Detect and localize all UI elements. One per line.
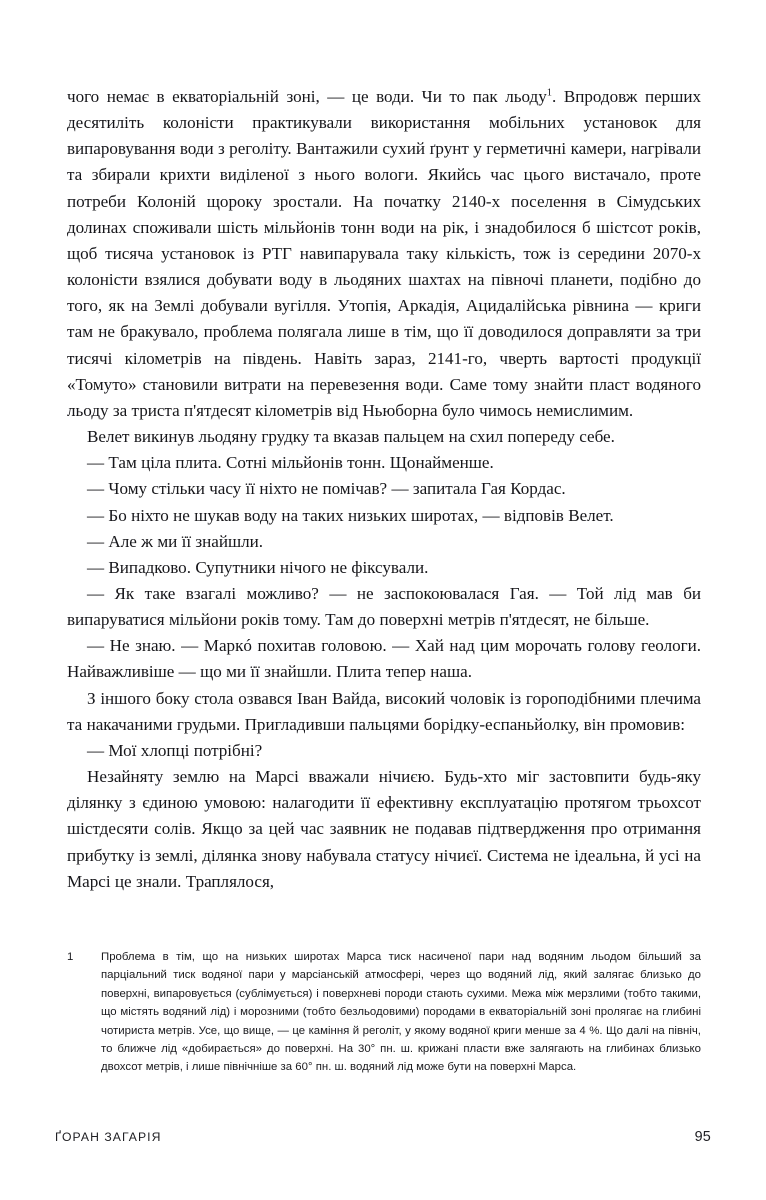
running-author: ҐОРАН ЗАГАРІЯ	[55, 1130, 162, 1144]
running-footer	[55, 1129, 711, 1145]
paragraph-5-dialogue: — Бо ніхто не шукав воду на таких низьких широтах, — відповів Велет.	[87, 505, 614, 525]
paragraph-10: З іншого боку стола озвався Іван Вайда, високий чоловік із гороподібними плечима та накачаними грудьми. Пригладивши пальцями борідку-еспаньйолку, він промовив:	[67, 688, 701, 734]
paragraph-12: Незайняту землю на Марсі вважали нічиєю. Будь-хто міг застовпити будь-яку ділянку з єдиною умовою: налагодити її ефективну експлуатацію протягом трьохсот шістдесяти солів. Якщо за цей час заявник не подавав підтвердження про отримання прибутку із землі, ділянка знову набувала статусу нічиєї. Система не ідеальна, й усі на Марсі це знали. Траплялося,	[67, 767, 701, 891]
page-number: 95	[694, 1129, 711, 1145]
paragraph-2: Велет викинув льодяну грудку та вказав пальцем на схил попереду себе.	[87, 427, 615, 447]
footnote-block	[67, 948, 701, 1077]
paragraph-1-post-ref: . Впродовж перших десятиліть колоністи практикували використання мобільних установок для випаровування води з реголіту. Вантажили сухий ґрунт у герметичні камери, нагрівали та збирали крихти виділеної з нього вологи. Якийсь час цього вистачало, проте потреби Колоній щороку зростали. На початку 2140-х поселення в Сімудських долинах споживали шість мільйонів тонн води на рік, і знадобилося б шістсот років, щоб тисяча установок із РТГ навипарувала таку кількість, тож із середини 2070-х колоністи взялися добувати воду в льодяних шахтах на півночі планети, подібно до того, як на Землі добували вугілля. Утопія, Аркадія, Ацидалійська рівнина — криги там не бракувало, проблема полягала лише в тім, що її доводилося доправляти за три тисячі кілометрів на південь. Навіть зараз, 2141-го, чверть вартості продукції «Томуто» становили витрати на перевезення води. Саме тому знайти пласт водяного льоду за триста п'ятдесят кілометрів від Ньюборна було чимось немислимим.	[67, 87, 701, 420]
paragraph-9-dialogue: — Не знаю. — Маркó похитав головою. — Хай над цим морочать голову геологи. Найважливіше — що ми її знайшли. Плита тепер наша.	[67, 636, 701, 682]
paragraph-1-pre-ref: чого немає в екваторіальній зоні, — це води. Чи то пак льоду	[67, 87, 547, 106]
paragraph-7-dialogue: — Випадково. Супутники нічого не фіксували.	[87, 557, 429, 577]
body-text-block	[67, 84, 701, 895]
paragraph-3-dialogue: — Там ціла плита. Сотні мільйонів тонн. Щонайменше.	[87, 453, 494, 473]
footnote-reference-1[interactable]: 1	[546, 87, 553, 99]
paragraph-6-dialogue: — Але ж ми її знайшли.	[87, 531, 264, 551]
paragraph-4-dialogue: — Чому стільки часу її ніхто не помічав? — запитала Гая Кордас.	[87, 479, 566, 499]
paragraph-8-dialogue: — Як таке взагалі можливо? — не заспокоювалася Гая. — Той лід мав би випаруватися мільйони років тому. Там до поверхні метрів п'ятдесят, не більше.	[67, 583, 701, 630]
footnote-number: 1	[67, 951, 74, 963]
footnote-text: Проблема в тім, що на низьких широтах Марса тиск насиченої пари над водяним льодом більший за парціальний тиск водяної пари у марсіанській атмосфері, через що водяний лід, який залягає близько до поверхні, випаровується (сублімується) і поверхневі породи стають сухими. Межа між мерзлими (тобто такими, що містять водяний лід) і морозними (тобто безльодовими) породами в екваторіальній зоні пролягає на глибині чотириста метрів. Усе, що вище, — це каміння й реголіт, у якому водяної криги менше за 4 %. Що далі на північ, то ближче лід «добирається» до поверхні. На 30° пн. ш. крижані пласти вже залягають на глибинах близько двохсот метрів, і лише північніше за 60° пн. ш. водяний лід може бути на поверхні Марса.	[101, 951, 701, 1074]
paragraph-1	[67, 84, 701, 424]
paragraph-11-dialogue: — Мої хлопці потрібні?	[87, 740, 263, 760]
